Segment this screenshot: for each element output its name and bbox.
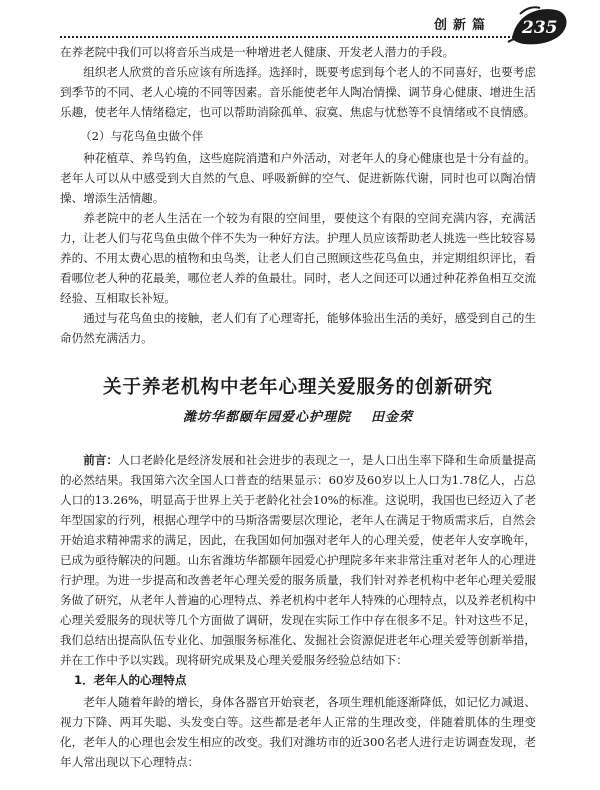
page-content xyxy=(60,42,536,772)
paragraph-music-intro: 在养老院中我们可以将音乐当成是一种增进老人健康、开发老人潜力的手段。 xyxy=(60,45,455,59)
section-label: 创新篇 xyxy=(434,18,492,33)
preface-text: 人口老龄化是经济发展和社会进步的表现之一，是人口出生率下降和生命质量提高的必然结果。我国第六次全国人口普查的结果显示：60岁及60岁以上人口为1.78亿人，占总人口的13.26%，明显高于世界上关于老龄化社会10%的标准。这说明，我国也已经迈入了老年型国家的行列，根据心理学中的马斯洛需要层次理论，老年人在满足于物质需求后，自然会开始追求精神需求的满足，因此，在我国如何加强对老年人的心理关爱，使老年人安享晚年，已成为亟待解决的问题。山东省潍坊华都颐年园爱心护理院多年来非常注重对老年人的心理进行护理。为进一步提高和改善老年心理关爱的服务质量，我们针对养老机构中老年心理关爱服务做了研究，从老年人普遍的心理特点、养老机构中老年人特殊的心理特点，以及养老机构中心理关爱服务的现状等几个方面做了调研，发现在实际工作中存在很多不足。针对这些不足，我们总结出提高队伍专业化、加强服务标准化、发掘社会资源促进老年心理关爱等创新举措，并在工作中予以实践。现将研究成果及心理关爱服务经验总结如下： xyxy=(60,453,536,667)
author-institution: 潍坊华都颐年园爱心护理院 xyxy=(182,410,351,425)
article-byline xyxy=(60,408,536,428)
author-name: 田金荣 xyxy=(371,410,414,425)
header-rule xyxy=(60,36,518,38)
paragraph-conclusion: 通过与花鸟鱼虫的接触，老人们有了心理寄托，能够体验出生活的美好，感受到自己的生命仍然充满活力。 xyxy=(60,311,536,345)
section-heading-psychology: 1．老年人的心理特点 xyxy=(74,673,187,687)
paragraph-music-selection: 组织老人欣赏的音乐应该有所选择。选择时，既要考虑到每个老人的不同喜好，也要考虑到季节的不同、老人心境的不同等因素。音乐能使老年人陶冶情操、调节身心健康、增进生活乐趣，使老年人情绪稳定，也可以帮助消除孤单、寂寞、焦虑与忧愁等不良情绪或不良情感。 xyxy=(60,65,536,119)
preface-label: 前言： xyxy=(83,453,119,467)
paragraph-psychology: 老年人随着年龄的增长，身体各器官开始衰老，各项生理机能逐渐降低，如记忆力减退、视力下降、两耳失聪、头发变白等。这些都是老年人正常的生理改变，伴随着肌体的生理变化，老年人的心理也会发生相应的改变。我们对潍坊市的近300名老人进行走访调查发现，老年人常出现以下心理特点： xyxy=(60,695,536,769)
paragraph-preface xyxy=(60,450,536,670)
page-header xyxy=(0,0,600,44)
article-title: 关于养老机构中老年心理关爱服务的创新研究 xyxy=(102,377,493,398)
subheading-flowers-birds: （2）与花鸟鱼虫做个伴 xyxy=(80,129,204,143)
paragraph-gardening: 种花植草、养鸟钓鱼，这些庭院消遣和户外活动，对老年人的身心健康也是十分有益的。老年人可以从中感受到大自然的气息、呼吸新鲜的空气、促进新陈代谢，同时也可以陶冶情操、增添生活情趣。 xyxy=(60,151,536,205)
paragraph-limited-space: 养老院中的老人生活在一个较为有限的空间里，要使这个有限的空间充满内容，充满活力，让老人们与花鸟鱼虫做个伴不失为一种好方法。护理人员应该帮助老人挑选一些比较容易养的、不用太费心思的植物和虫鸟类，让老人们自己照顾这些花鸟鱼虫，并定期组织评比，看看哪位老人种的花最美，哪位老人养的鱼最壮。同时，老人之间还可以通过种花养鱼相互交流经验、互相取长补短。 xyxy=(60,211,536,305)
page-number: 235 xyxy=(522,18,558,38)
